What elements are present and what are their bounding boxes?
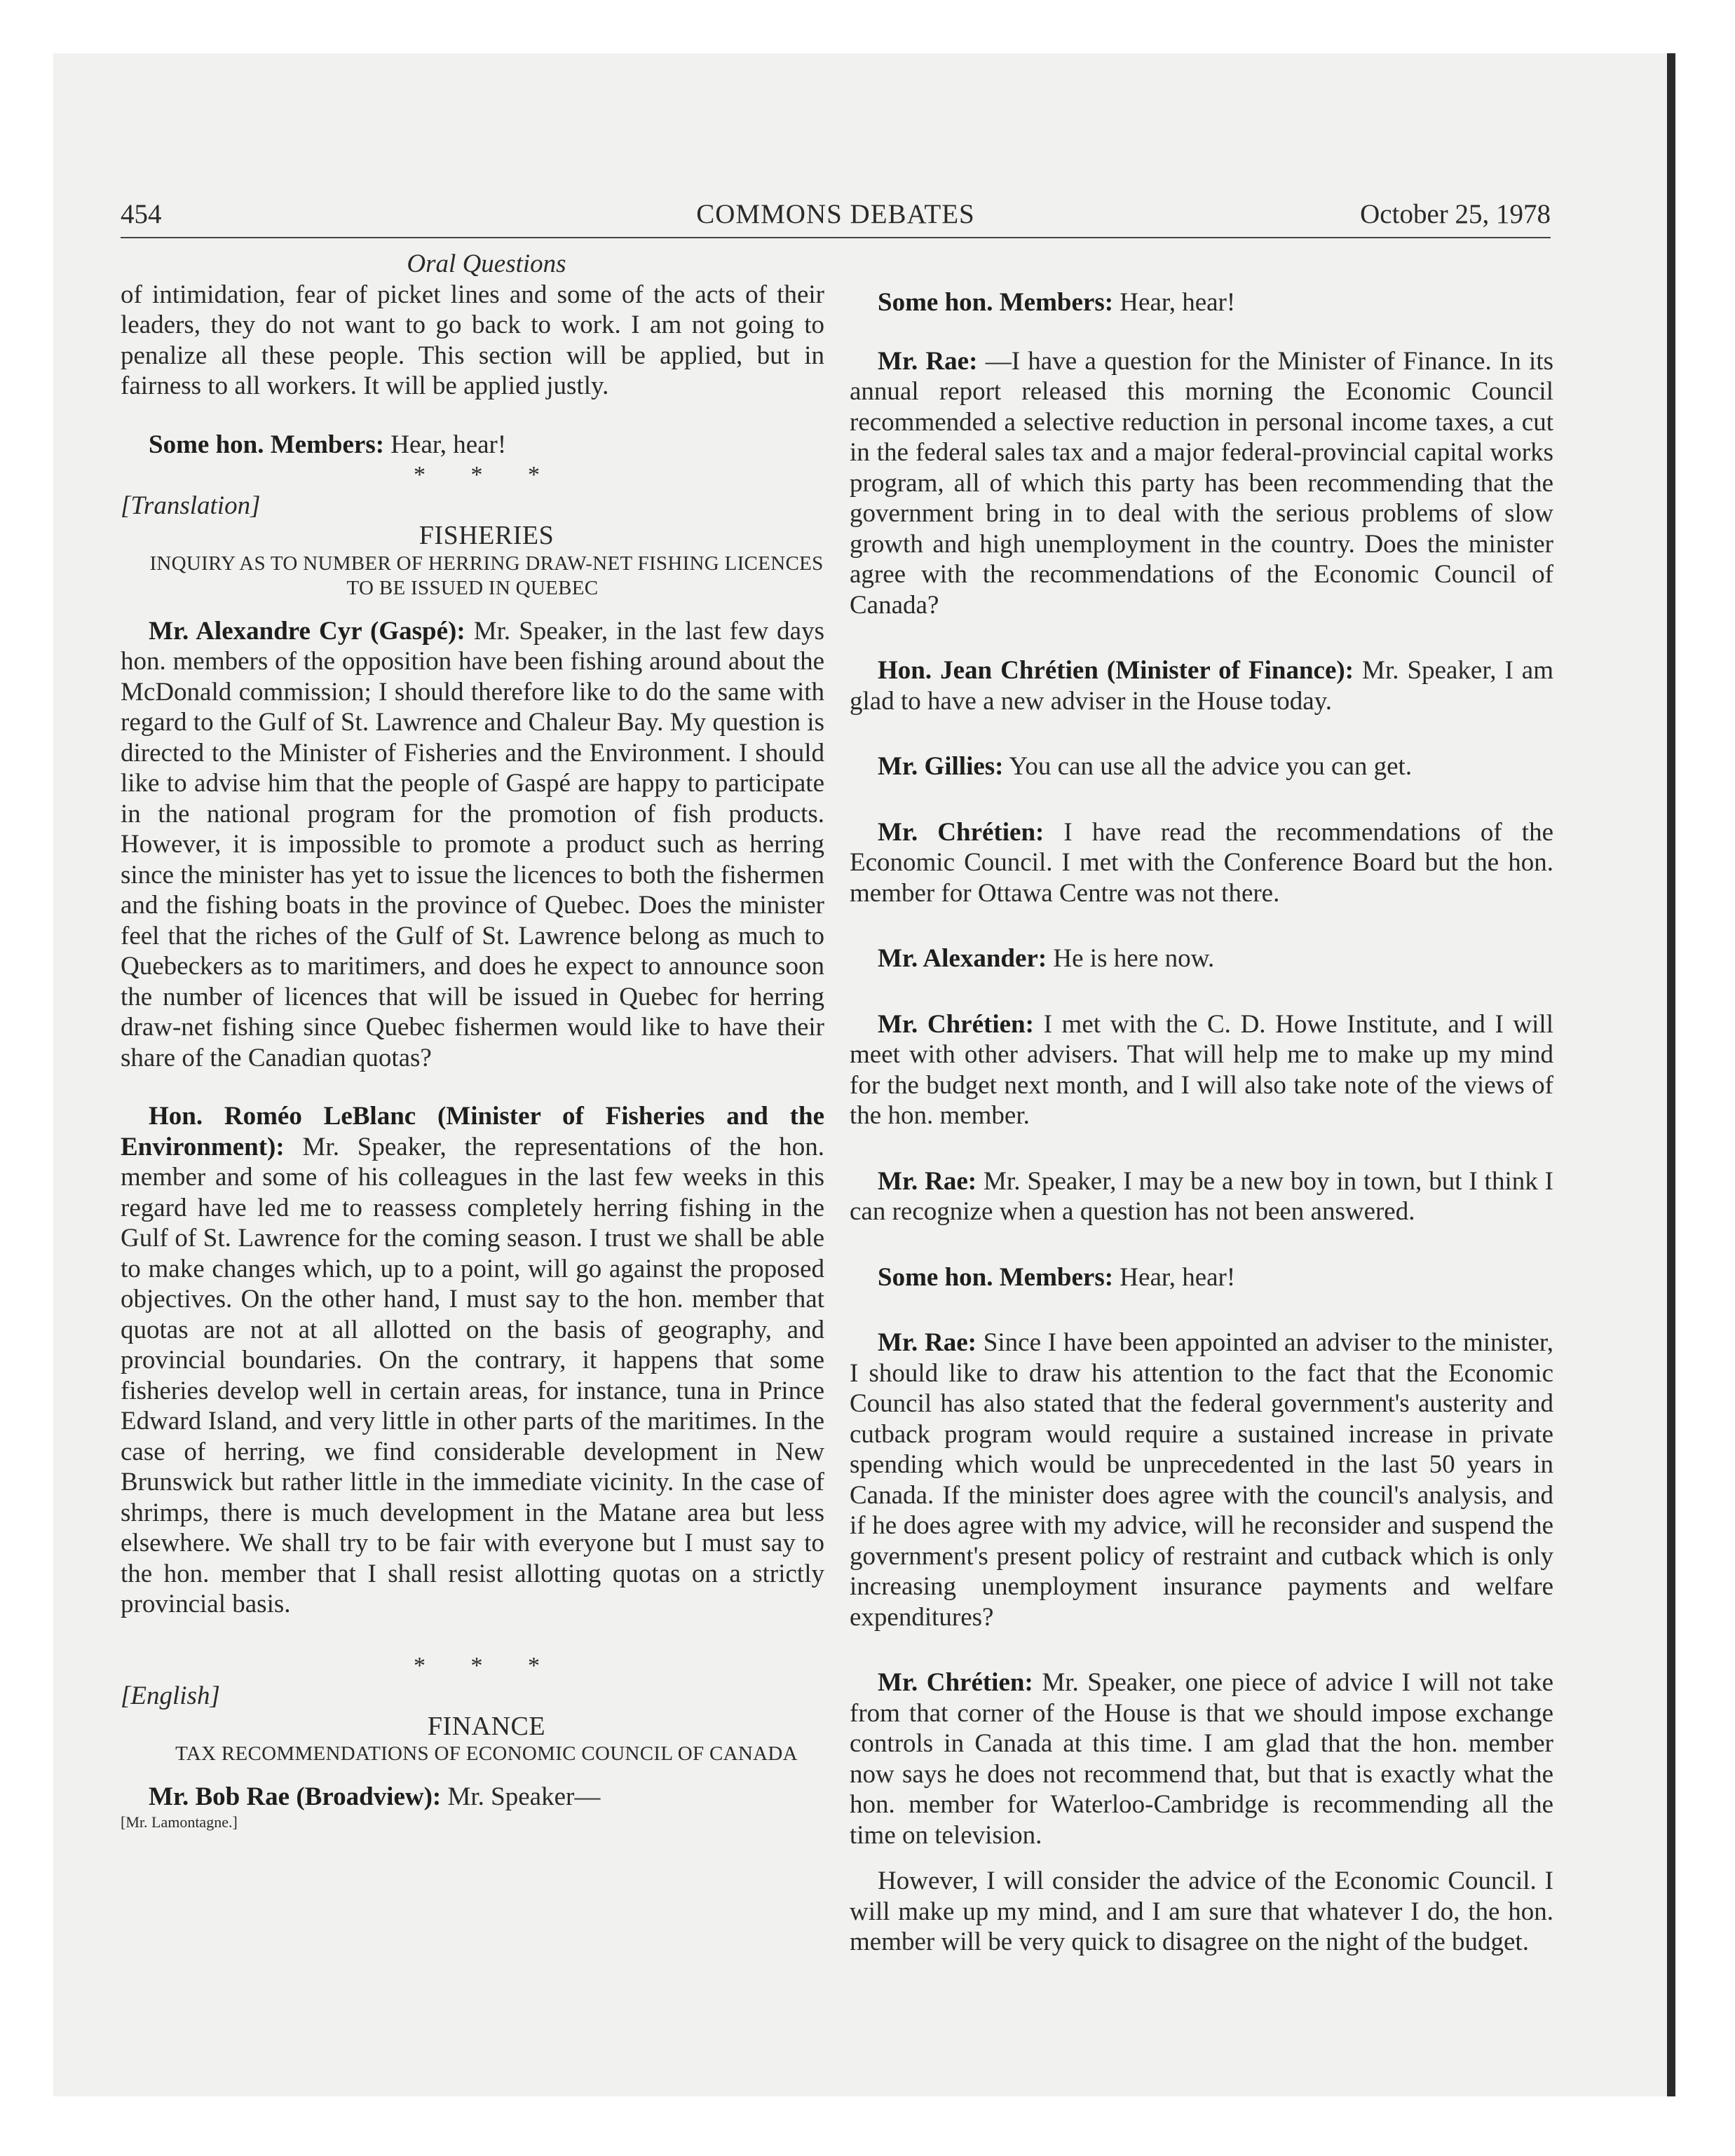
- section-heading-finance: FINANCE: [427, 1711, 546, 1741]
- speaker-name: Mr. Rae:: [878, 346, 978, 376]
- speaker-name: Mr. Chrétien:: [878, 1009, 1034, 1039]
- speech-text: Mr. Speaker, one piece of advice I will not take from that corner of the House is that we should impose exchange controls in Canada at this time. I am glad that the hon. member now says he does not recommend that, but that is exactly what the hon. member for Waterloo-Cambridge is recommending all the time on television.: [850, 1668, 1553, 1850]
- subheading-tax: TAX RECOMMENDATIONS OF ECONOMIC COUNCIL OF CANADA: [175, 1742, 798, 1765]
- language-note: [Translation]: [121, 491, 261, 520]
- paragraph-rae: [850, 1166, 1553, 1227]
- speech-text: Mr. Speaker, I am glad to have a new adviser in the House today.: [850, 656, 1553, 716]
- speaker-name: Mr. Rae:: [878, 1328, 977, 1357]
- subheading-herring: INQUIRY AS TO NUMBER OF HERRING DRAW-NET FISHING LICENCES TO BE ISSUED IN QUEBEC: [149, 552, 824, 599]
- speech-text: Hear, hear!: [1113, 1262, 1236, 1292]
- speech-text: You can use all the advice you can get.: [1003, 752, 1413, 781]
- speech-text: —I have a question for the Minister of Finance. In its annual report released this morning the Economic Council recommended a selective reduction in personal income taxes, a cut in the federal sales tax and a major federal-provincial capital works program, all of which this party has been recommending that the government bring in to deal with the serious problems of slow growth and high unemployment in the country. Does the minister agree with the recommendations of the Economic Council of Canada?: [850, 346, 1554, 620]
- speaker-name: Mr. Chrétien:: [878, 1668, 1033, 1697]
- page-header: [121, 195, 1551, 238]
- paragraph-alexander: [850, 943, 1553, 974]
- speech-text: Mr. Speaker—: [441, 1782, 601, 1811]
- paragraph-members-hear: [121, 430, 824, 460]
- speech-text: I met with the C. D. Howe Institute, and I will meet with other advisers. That will help me to make up my mind for the budget next month, and I will also take note of the views of the hon. member.: [850, 1009, 1553, 1130]
- paragraph-members-hear: [850, 287, 1553, 318]
- speaker-name: Some hon. Members:: [149, 430, 385, 459]
- speech-text: Mr. Speaker, I may be a new boy in town, but I think I can recognize when a question has not been answered.: [850, 1166, 1553, 1226]
- paragraph-rae-question: [850, 346, 1553, 621]
- paragraph-chretien: [850, 1667, 1553, 1850]
- language-note: [English]: [121, 1681, 220, 1710]
- paragraph-gillies: [850, 751, 1553, 782]
- right-column: [850, 287, 1553, 1958]
- section-label: Oral Questions: [407, 250, 566, 278]
- section-separator: * * *: [414, 462, 559, 488]
- speaker-name: Mr. Chrétien:: [878, 817, 1045, 847]
- speech-text: Hear, hear!: [1113, 288, 1236, 317]
- speaker-name: Some hon. Members:: [878, 288, 1114, 317]
- speech-text: He is here now.: [1047, 944, 1215, 973]
- paragraph-leblanc: [121, 1101, 824, 1620]
- left-column: [121, 249, 824, 1832]
- speaker-name: Some hon. Members:: [878, 1262, 1114, 1292]
- paragraph-continued: of intimidation, fear of picket lines and some of the acts of their leaders, they do not want to go back to work. I am not going to penalize all these people. This section will be applied, but in fairness to all workers. It will be applied justly.: [121, 280, 824, 400]
- paragraph-chretien-continued: However, I will consider the advice of the Economic Council. I will make up my mind, and I am sure that whatever I do, the hon. member will be very quick to disagree on the night of the budget.: [850, 1867, 1553, 1956]
- paragraph-chretien: [850, 1009, 1553, 1131]
- speaker-name: Mr. Gillies:: [878, 752, 1004, 781]
- paragraph-rae: [121, 1782, 824, 1813]
- speaker-name: Mr. Alexander:: [878, 944, 1047, 973]
- speaker-name: Hon. Roméo LeBlanc (Minister of Fisheries and the Environment):: [121, 1102, 824, 1161]
- page-number: 454: [121, 199, 162, 229]
- section-heading-fisheries: FISHERIES: [419, 521, 554, 550]
- speaker-name: Mr. Rae:: [878, 1166, 977, 1196]
- publication-date: October 25, 1978: [1360, 199, 1551, 229]
- speech-text: Mr. Speaker, in the last few days hon. members of the opposition have been fishing around about the McDonald commission; I should therefore like to do the same with regard to the Gulf of St. Lawrence and Chaleur Bay. My question is directed to the Minister of Fisheries and the Environment. I should like to advise him that the people of Gaspé are happy to participate in the national program for the promotion of fish products. However, it is impossible to promote a product such as herring since the minister has yet to issue the licences to both the fishermen and the fishing boats in the province of Quebec. Does the minister feel that the riches of the Gulf of St. Lawrence belong as much to Quebeckers as to maritimers, and does he expect to announce soon the number of licences that will be issued in Quebec for herring draw-net fishing since Quebec fishermen would like to have their share of the Canadian quotas?: [121, 616, 825, 1072]
- section-separator: * * *: [414, 1652, 559, 1679]
- paragraph-chretien: [850, 655, 1553, 716]
- speech-text: Mr. Speaker, the representations of the hon. member and some of his colleagues in the last few weeks in this regard have led me to reassess completely herring fishing in the Gulf of St. Lawrence for the coming season. I trust we shall be able to make changes which, up to a point, will go against the proposed objectives. On the other hand, I must say to the hon. member that quotas are not at all allotted on the basis of geography, and provincial boundaries. On the contrary, it happens that some fisheries develop well in certain areas, for instance, tuna in Prince Edward Island, and very little in other parts of the maritimes. In the case of herring, we find considerable development in New Brunswick but rather little in the immediate vicinity. In the case of shrimps, there is much development in the Matane area but less elsewhere. We shall try to be fair with everyone but I must say to the hon. member that I shall resist allotting quotas on a strictly provincial basis.: [121, 1132, 824, 1618]
- paragraph-members-hear: [850, 1262, 1553, 1293]
- speech-text: I have read the recommendations of the Economic Council. I met with the Conference Board but the hon. member for Ottawa Centre was not there.: [850, 817, 1553, 908]
- speaker-name: Hon. Jean Chrétien (Minister of Finance):: [878, 656, 1354, 685]
- speaker-name: Mr. Bob Rae (Broadview):: [149, 1782, 442, 1811]
- publication-title: COMMONS DEBATES: [696, 199, 975, 229]
- footnote: [Mr. Lamontagne.]: [121, 1813, 238, 1831]
- binding-edge: [1667, 53, 1675, 2096]
- paragraph-rae: [850, 1328, 1553, 1632]
- speech-text: Hear, hear!: [384, 430, 507, 459]
- speech-text: Since I have been appointed an adviser to the minister, I should like to draw his attention to the fact that the Economic Council has also stated that the federal government's austerity and cutback program would require a sustained increase in private spending which would be unprecedented in the last 50 years in Canada. If the minister does agree with the council's analysis, and if he does agree with my advice, will he reconsider and suspend the government's present policy of restraint and cutback which is only increasing unemployment insurance payments and welfare expenditures?: [850, 1328, 1553, 1632]
- paragraph-cyr: [121, 616, 824, 1074]
- speaker-name: Mr. Alexandre Cyr (Gaspé):: [149, 616, 465, 646]
- paragraph-chretien: [850, 817, 1553, 909]
